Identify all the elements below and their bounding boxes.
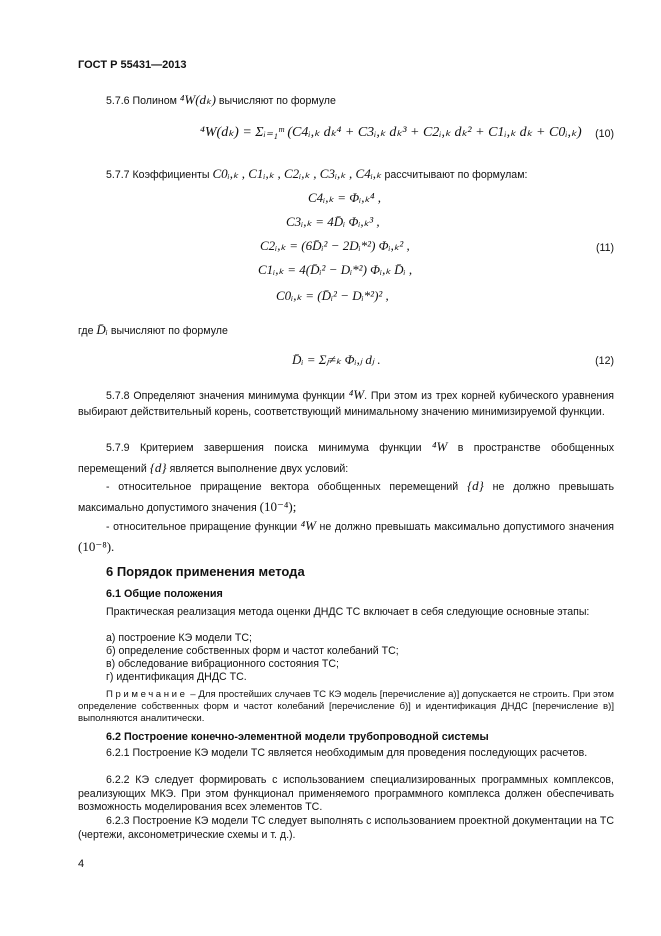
- inline-formula: {d}: [466, 478, 484, 493]
- para-6-2-3: 6.2.3 Построение КЭ модели ТС следует выполнять с использованием проектной документации на ТС (чертежи, аксонометрические схемы и т. д.).: [78, 815, 614, 841]
- inline-formula: C0ᵢ,ₖ , C1ᵢ,ₖ , C2ᵢ,ₖ , C3ᵢ,ₖ , C4ᵢ,ₖ: [212, 166, 382, 181]
- para-6-1-intro: Практическая реализация метода оценки ДНДС ТС включает в себя следующие основные этапы:: [106, 606, 590, 618]
- formula-11-line-4: C1ᵢ,ₖ = 4(D̄ᵢ² − Dᵢ*²) Φᵢ,ₖ D̄ᵢ ,: [258, 262, 413, 277]
- para-6-2-1: 6.2.1 Построение КЭ модели ТС является необходимым для проведения последующих расчетов.: [106, 747, 588, 759]
- inline-formula: {d}: [149, 460, 167, 475]
- para-5-7-9: [78, 437, 614, 479]
- formula-11-line-3: C2ᵢ,ₖ = (6D̄ᵢ² − 2Dᵢ*²) Φᵢ,ₖ² ,: [260, 238, 410, 253]
- inline-formula: ⁴W: [300, 518, 316, 533]
- formula-11-line-1: C4ᵢ,ₖ = Φᵢ,ₖ⁴ ,: [308, 190, 382, 205]
- para-lead: где: [78, 325, 94, 337]
- note-text: – Для простейших случаев ТС КЭ модель [перечисление а)] допускается не строить. При этом определение собственных форм и частот колебаний [перечисление б)] и идентификация ДНДС [перечисление в)] выполняются аналитически.: [78, 689, 614, 724]
- section-6-2-title: 6.2 Построение конечно-элементной модели трубопроводной системы: [106, 731, 489, 743]
- para-lead: 5.7.7 Коэффициенты: [106, 169, 210, 181]
- para-5-7-8: [78, 387, 614, 420]
- standard-header: ГОСТ Р 55431—2013: [78, 59, 187, 71]
- list-item: в) обследование вибрационного состояния ТС;: [106, 658, 339, 670]
- inline-formula: (10⁻⁸).: [78, 539, 115, 554]
- para-text: 5.7.8 Определяют значения минимума функции: [106, 390, 345, 402]
- list-item: б) определение собственных форм и частот колебаний ТС;: [106, 645, 399, 657]
- formula-11-line-2: C3ᵢ,ₖ = 4D̄ᵢ Φᵢ,ₖ³ ,: [286, 214, 380, 229]
- para-tail: вычисляют по формуле: [218, 95, 336, 107]
- para-where: [78, 322, 614, 339]
- inline-formula: D̄ᵢ: [96, 322, 108, 337]
- para-text: 5.7.9 Критерием завершения поиска минимума функции: [106, 442, 422, 454]
- para-6-2-2: 6.2.2 КЭ следует формировать с использованием специализированных программных комплексов, реализующих МКЭ. При этом функционал применяемого программного комплекса должен обеспечивать возможность моделирования всех элементов ТС.: [78, 774, 614, 813]
- formula-12: D̄ᵢ = Σⱼ≠ₖ Φᵢ,ⱼ dⱼ .: [292, 352, 381, 367]
- para-text: не должно превышать максимально допустимого значения: [78, 481, 615, 514]
- note-label: Примечание: [106, 689, 188, 700]
- section-6-1-title: 6.1 Общие положения: [106, 588, 223, 600]
- formula-10: ⁴W(dₖ) = Σᵢ₌₁ᵐ (C4ᵢ,ₖ dₖ⁴ + C3ᵢ,ₖ dₖ³ + C2ᵢ,ₖ dₖ² + C1ᵢ,ₖ dₖ + C0ᵢ,ₖ): [200, 125, 582, 140]
- list-item: г) идентификация ДНДС ТС.: [106, 671, 247, 683]
- para-text: . При этом из трех корней кубического уравнения выбирают действительный корень, соответствующий минимальному значению минимизируемой функции.: [78, 390, 614, 418]
- inline-formula: (10⁻⁴);: [259, 499, 297, 514]
- inline-formula: ⁴W: [431, 439, 448, 454]
- page-number: 4: [78, 858, 85, 870]
- para-text: в пространстве обобщенных перемещений: [78, 442, 614, 475]
- para-condition-1: [78, 476, 614, 518]
- list-item: а) построение КЭ модели ТС;: [106, 632, 252, 644]
- para-5-7-7: [78, 166, 614, 183]
- inline-formula: ⁴W: [348, 387, 365, 402]
- para-5-7-6: [78, 92, 614, 109]
- eq-number-12: (12): [595, 355, 614, 367]
- section-6-title: 6 Порядок применения метода: [106, 564, 305, 579]
- para-text: не должно превышать максимально допустимого значения: [319, 521, 614, 533]
- para-text: является выполнение двух условий:: [169, 463, 349, 475]
- para-tail: рассчитывают по формулам:: [384, 169, 528, 181]
- para-text: - относительное приращение функции: [106, 521, 298, 533]
- inline-formula: ⁴W(dₖ): [179, 92, 216, 107]
- note-block: [78, 689, 614, 725]
- para-text: - относительное приращение вектора обобщенных перемещений: [106, 481, 459, 493]
- para-tail: вычисляют по формуле: [110, 325, 228, 337]
- eq-number-11: (11): [595, 242, 614, 254]
- formula-11-line-5: C0ᵢ,ₖ = (D̄ᵢ² − Dᵢ*²)² ,: [276, 288, 389, 303]
- eq-number-10: (10): [595, 128, 614, 140]
- para-condition-2: [78, 516, 614, 558]
- para-lead: 5.7.6 Полином: [106, 95, 177, 107]
